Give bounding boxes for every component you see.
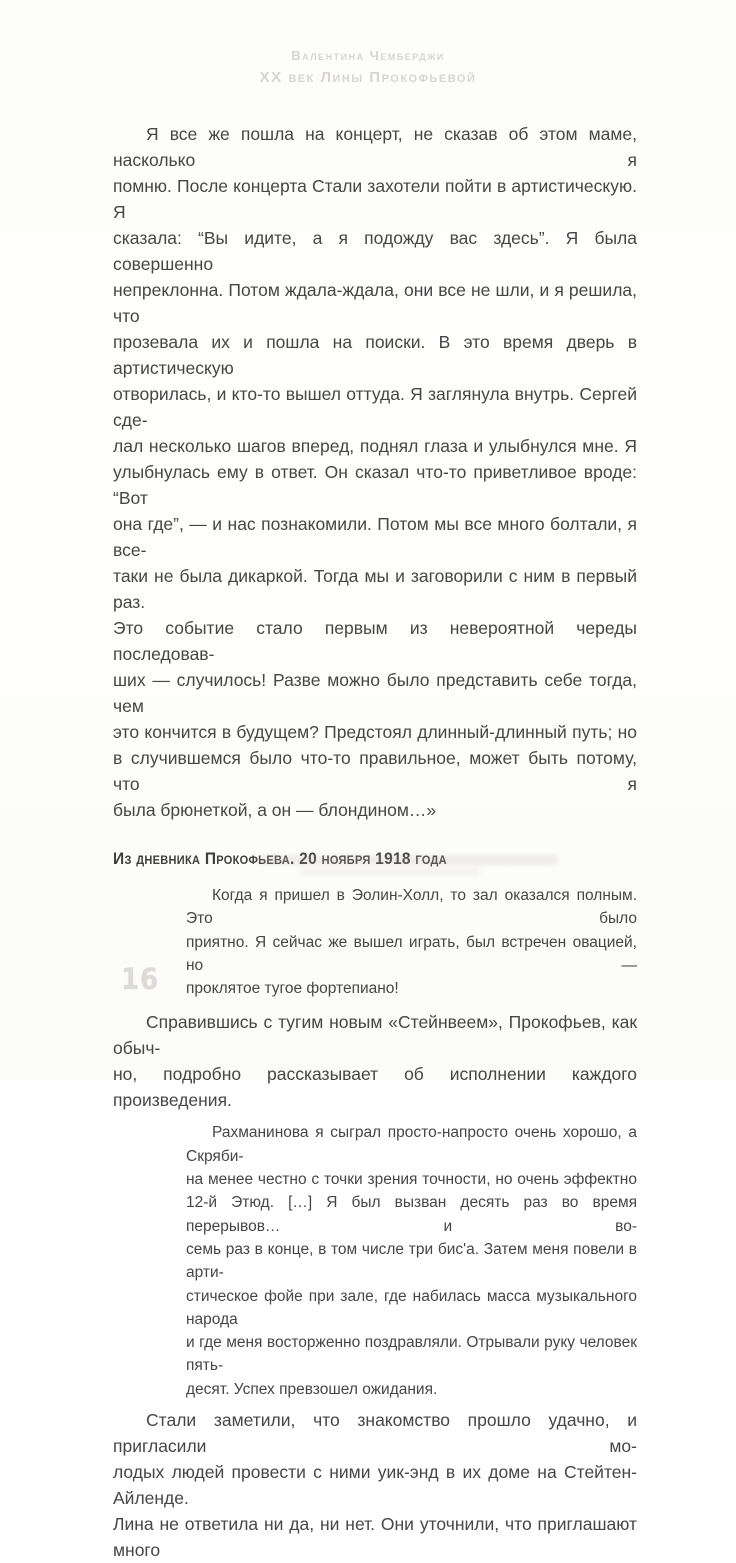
running-header (0, 48, 736, 87)
text-line: помню. После концерта Стали захотели пойти в артистическую. Я (113, 173, 637, 225)
text-line: Рахманинова я сыграл просто-напросто очень хорошо, а Скряби- (186, 1121, 637, 1168)
page-number: 16 (121, 962, 159, 996)
text-line: в случившемся было что-то правильное, может быть потому, что я (113, 745, 637, 797)
text-line: стическое фойе при зале, где набилась масса музыкального народа (186, 1285, 637, 1332)
body-paragraph-invitation (113, 1407, 637, 1563)
text-line: десят. Успех превзошел ожидания. (186, 1378, 637, 1401)
text-line: проклятое тугое фортепиано! (186, 977, 637, 1000)
text-line: Я все же пошла на концерт, не сказав об этом маме, насколько я (113, 121, 637, 173)
diary-quote-block-2 (186, 1121, 637, 1401)
text-line: и где меня восторженно поздравляли. Отрывали руку человек пять- (186, 1331, 637, 1378)
running-header-book-title: XX век Лины Прокофьевой (0, 68, 736, 87)
text-line: Справившись с тугим новым «Стейнвеем», Прокофьев, как обыч- (113, 1009, 637, 1061)
text-line: на менее честно с точки зрения точности, но очень эффектно (186, 1168, 637, 1191)
text-line: была брюнеткой, а он — блондином…» (113, 797, 637, 823)
diary-quote-block-1 (186, 884, 637, 1000)
body-paragraph-memoir (113, 121, 637, 823)
text-line: приятно. Я сейчас же вышел играть, был встречен овацией, но — (186, 931, 637, 978)
text-line: улыбнулась ему в ответ. Он сказал что-то приветливое вроде: “Вот (113, 459, 637, 511)
text-line: сказала: “Вы идите, а я подожду вас здесь”. Я была совершенно (113, 225, 637, 277)
text-line: Стали заметили, что знакомство прошло удачно, и пригласили мо- (113, 1407, 637, 1459)
running-header-author: Валентина Чемберджи (0, 48, 736, 64)
text-line: Когда я пришел в Эолин-Холл, то зал оказался полным. Это было (186, 884, 637, 931)
text-line: ших — случилось! Разве можно было представить себе тогда, чем (113, 667, 637, 719)
text-column (113, 121, 637, 1563)
text-line: 12-й Этюд. […] Я был вызван десять раз во время перерывов… и во- (186, 1191, 637, 1238)
text-line: отворилась, и кто-то вышел оттуда. Я заглянула внутрь. Сергей сде- (113, 381, 637, 433)
text-line: но, подробно рассказывает об исполнении каждого произведения. (113, 1061, 637, 1113)
text-line: это кончится в будущем? Предстоял длинный-длинный путь; но (113, 719, 637, 745)
text-line: прозевала их и пошла на поиски. В это время дверь в артистическую (113, 329, 637, 381)
text-line: Это событие стало первым из невероятной череды последовав- (113, 615, 637, 667)
text-line: таки не была дикаркой. Тогда мы и заговорили с ним в первый раз. (113, 563, 637, 615)
diary-entry-heading: Из дневника Прокофьева. 20 ноября 1918 года (113, 850, 637, 871)
text-line: Лина не ответила ни да, ни нет. Они уточнили, что приглашают много (113, 1511, 637, 1563)
text-line: семь раз в конце, в том числе три бис'а. Затем меня повели в арти- (186, 1238, 637, 1285)
text-line: она где”, — и нас познакомили. Потом мы все много болтали, я все- (113, 511, 637, 563)
text-line: лал несколько шагов вперед, поднял глаза и улыбнулся мне. Я (113, 433, 637, 459)
text-line: лодых людей провести с ними уик-энд в их доме на Стейтен-Айленде. (113, 1459, 637, 1511)
text-line: непреклонна. Потом ждала-ждала, они все не шли, и я решила, что (113, 277, 637, 329)
body-paragraph-commentary (113, 1009, 637, 1113)
